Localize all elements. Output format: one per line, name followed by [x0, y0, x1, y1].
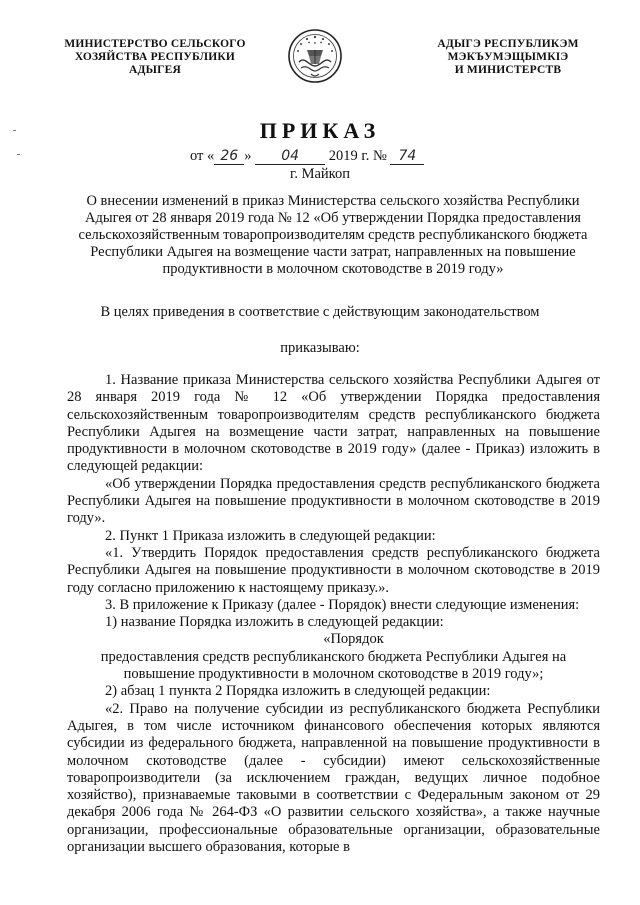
paragraph: «Об утверждении Порядка предоставления средств республиканского бюджета Республики Адыгея на повышение продуктивности в молочном скотоводстве в 2019 году».	[67, 475, 600, 527]
scan-speck	[17, 154, 20, 155]
paragraph: 1) название Порядка изложить в следующей редакции:	[105, 614, 444, 631]
quote-title: «Порядок	[323, 631, 384, 648]
paragraph: 3. В приложение к Приказу (далее - Порядок) внести следующие изменения:	[105, 596, 580, 613]
coat-of-arms-icon	[287, 28, 343, 84]
ministry-name-adyghe: АДЫГЭ РЕСПУБЛИКЭМ МЭКЪУМЭЩЫМКIЭ И МИНИСТЕРСТВ	[437, 38, 579, 76]
date-month: 04	[255, 149, 325, 165]
paragraph: «2. Право на получение субсидии из республиканского бюджета Республики Адыгея, в том числе источником финансового обеспечения которых являются субсидии из федерального бюджета, направленной на повышение продуктивности в молочном скотоводстве (далее - субсидии) имеют сельскохозяйственные товаропроизводители (за исключением граждан, ведущих личное подобное хозяйство), признаваемые таковыми в соответствии с Федеральным законом от 29 декабря 2006 года № 264-ФЗ «О развитии сельского хозяйства», а также научные организации, профессиональные образовательные организации, образовательные организации высшего образования, которые в	[67, 700, 600, 856]
paragraph: «1. Утвердить Порядок предоставления средств республиканского бюджета Республики Адыгея на повышение продуктивности в молочном скотоводстве в 2019 году согласно приложению к настоящему приказу.».	[67, 544, 600, 596]
date-mid: »	[244, 148, 256, 164]
document-title: ПРИКАЗ	[259, 118, 381, 143]
paragraph: 1. Название приказа Министерства сельского хозяйства Республики Адыгея от 28 января 2019 года № 12 «Об утверждении Порядка предоставления сельскохозяйственным товаропроизводителям средств республиканского бюджета Республики Адыгея на возмещение части затрат, направленных на повышение продуктивности в молочном скотоводстве в 2019 году» (далее - Приказ) изложить в следующей редакции:	[67, 372, 600, 475]
quote-body: предоставления средств республиканского бюджета Республики Адыгея на повышение продуктивности в молочном скотоводстве в 2019 году»;	[100, 648, 567, 683]
order-number: 74	[390, 149, 424, 165]
paragraph: 2) абзац 1 пункта 2 Порядка изложить в следующей редакции:	[105, 683, 491, 700]
ministry-name-russian: МИНИСТЕРСТВО СЕЛЬСКОГО ХОЗЯЙСТВА РЕСПУБЛИКИ АДЫГЕЯ	[64, 38, 246, 76]
scan-speck	[13, 130, 16, 131]
order-word: приказываю:	[280, 340, 360, 356]
order-body	[67, 372, 600, 856]
date-day: 26	[214, 149, 244, 165]
paragraph: 2. Пункт 1 Приказа изложить в следующей редакции:	[105, 527, 436, 544]
date-number-line	[190, 148, 424, 165]
preamble: В целях приведения в соответствие с действующим законодательством	[100, 304, 540, 320]
city-name: г. Майкоп	[290, 166, 350, 182]
order-subject: О внесении изменений в приказ Министерства сельского хозяйства Республики Адыгея от 28 января 2019 года № 12 «Об утверждении Порядка предоставления сельскохозяйственным товаропроизводителям средств республиканского бюджета Республики Адыгея на возмещение части затрат, направленных на повышение продуктивности в молочном скотоводстве в 2019 году»	[78, 193, 588, 277]
date-prefix: от «	[190, 148, 215, 164]
date-year: 2019 г. №	[325, 148, 391, 164]
